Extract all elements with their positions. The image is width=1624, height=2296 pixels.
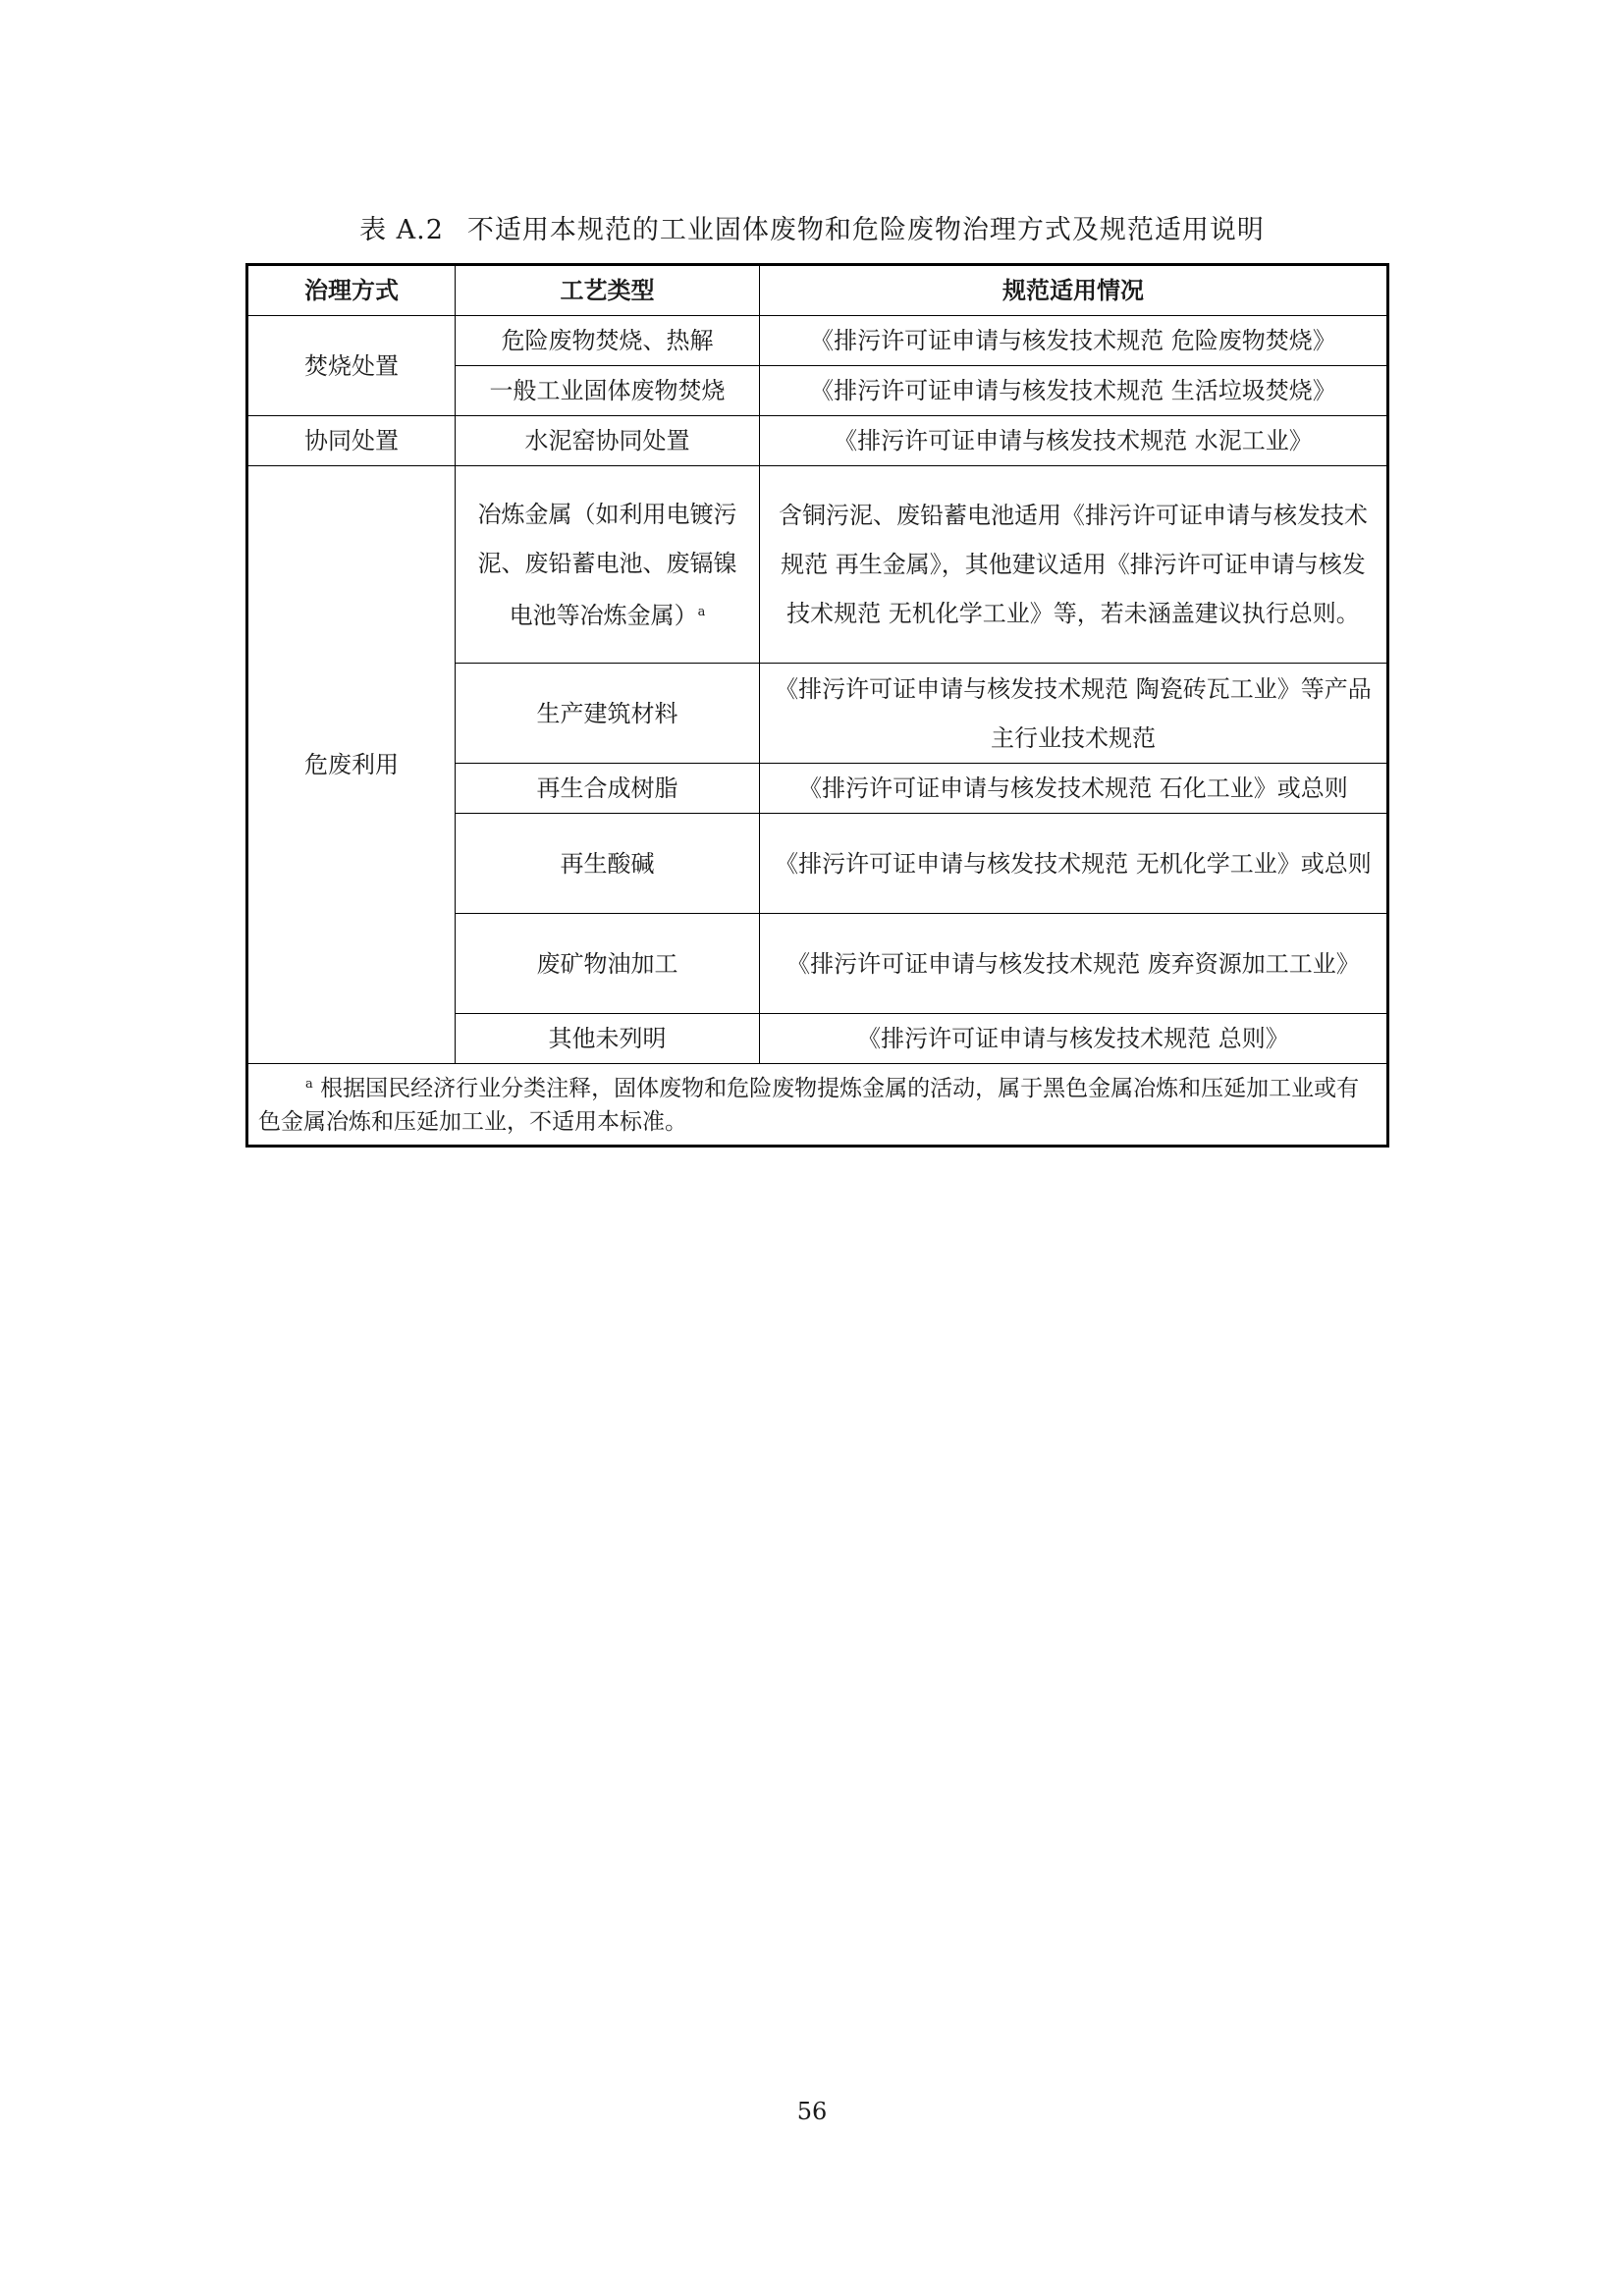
applicability-cell: 《排污许可证申请与核发技术规范 生活垃圾焚烧》 [760, 366, 1388, 416]
table-caption-title: 不适用本规范的工业固体废物和危险废物治理方式及规范适用说明 [466, 215, 1265, 245]
applicability-cell: 《排污许可证申请与核发技术规范 石化工业》或总则 [760, 764, 1388, 814]
applicability-cell: 《排污许可证申请与核发技术规范 危险废物焚烧》 [760, 316, 1388, 366]
method-cell: 协同处置 [247, 416, 456, 466]
applicability-cell: 《排污许可证申请与核发技术规范 陶瓷砖瓦工业》等产品主行业技术规范 [760, 664, 1388, 764]
applicability-table [245, 263, 1389, 1148]
process-cell: 水泥窑协同处置 [456, 416, 760, 466]
header-applicability: 规范适用情况 [760, 265, 1388, 316]
process-text: 冶炼金属（如利用电镀污泥、废铅蓄电池、废镉镍电池等冶炼金属） [477, 500, 737, 629]
process-cell: 其他未列明 [456, 1014, 760, 1064]
process-cell: 废矿物油加工 [456, 914, 760, 1014]
table-header-row [247, 265, 1388, 316]
applicability-cell: 《排污许可证申请与核发技术规范 无机化学工业》或总则 [760, 814, 1388, 914]
process-cell: 危险废物焚烧、热解 [456, 316, 760, 366]
header-method: 治理方式 [247, 265, 456, 316]
footnote-text: 根据国民经济行业分类注释，固体废物和危险废物提炼金属的活动，属于黑色金属冶炼和压延加工业或有色金属冶炼和压延加工业，不适用本标准。 [258, 1076, 1360, 1135]
process-cell: 再生酸碱 [456, 814, 760, 914]
applicability-cell: 含铜污泥、废铅蓄电池适用《排污许可证申请与核发技术规范 再生金属》，其他建议适用《排污许可证申请与核发技术规范 无机化学工业》等，若未涵盖建议执行总则。 [760, 466, 1388, 664]
process-cell: 生产建筑材料 [456, 664, 760, 764]
applicability-cell: 《排污许可证申请与核发技术规范 废弃资源加工工业》 [760, 914, 1388, 1014]
table-row [247, 466, 1388, 664]
footnote-marker: a [305, 1077, 313, 1092]
process-cell: 再生合成树脂 [456, 764, 760, 814]
table-caption-label: 表 A.2 [359, 215, 444, 245]
process-cell [456, 466, 760, 664]
footnote-marker: a [697, 604, 706, 619]
table-container [245, 263, 1386, 1148]
method-cell: 焚烧处置 [247, 316, 456, 416]
applicability-cell: 《排污许可证申请与核发技术规范 水泥工业》 [760, 416, 1388, 466]
table-row [247, 416, 1388, 466]
table-row [247, 316, 1388, 366]
table-footnote [247, 1064, 1388, 1147]
process-cell: 一般工业固体废物焚烧 [456, 366, 760, 416]
header-process: 工艺类型 [456, 265, 760, 316]
applicability-cell: 《排污许可证申请与核发技术规范 总则》 [760, 1014, 1388, 1064]
table-caption [0, 208, 1624, 246]
table-footnote-row [247, 1064, 1388, 1147]
method-cell: 危废利用 [247, 466, 456, 1064]
page-number: 56 [796, 2098, 828, 2125]
